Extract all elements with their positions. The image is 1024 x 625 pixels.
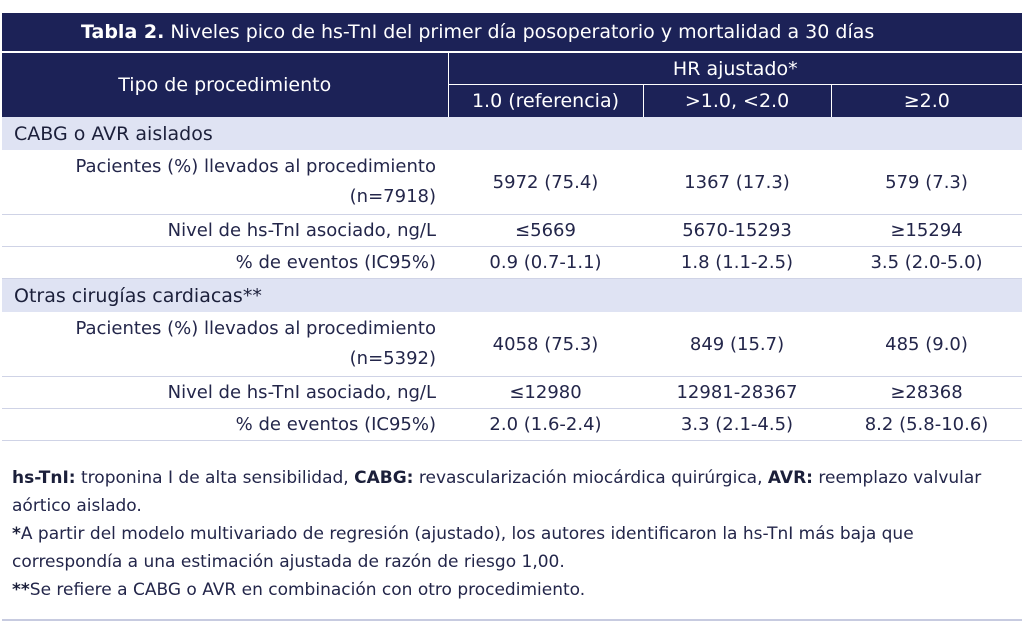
abbrev-definition: troponina I de alta sensibilidad,: [75, 468, 355, 488]
row-label-line2: (n=5392): [349, 348, 436, 369]
table-cell: 1.8 (1.1-2.5): [643, 247, 831, 279]
row-label: [2, 150, 448, 215]
row-label-line1: Pacientes (%) llevados al procedimiento: [75, 156, 436, 177]
table-cell: ≥28368: [831, 377, 1022, 409]
table-row: [2, 215, 1022, 247]
table-cell: 4058 (75.3): [448, 312, 643, 377]
results-table: [2, 13, 1022, 441]
abbrev-definition: revascularización miocárdica quirúrgica,: [413, 468, 768, 488]
footnote-text: A partir del modelo multivariado de regresión (ajustado), los autores identificaron la hs-TnI más baja que correspondía a una estimación ajustada de razón de riesgo 1,00.: [12, 524, 914, 572]
table-row: [2, 312, 1022, 377]
footnote-abbreviations: [12, 464, 1012, 520]
bottom-divider: [2, 619, 1022, 621]
abbrev-term: hs-TnI:: [12, 468, 76, 488]
table-cell: 1367 (17.3): [643, 150, 831, 215]
table-cell: ≤5669: [448, 215, 643, 247]
table-row: [2, 409, 1022, 441]
section-title: CABG o AVR aislados: [2, 117, 1022, 150]
section-title: Otras cirugías cardiacas**: [2, 279, 1022, 313]
table-cell: ≤12980: [448, 377, 643, 409]
footnote-mark: **: [12, 580, 30, 600]
header-hr-mid: >1.0, <2.0: [643, 85, 831, 118]
table-cell: 5972 (75.4): [448, 150, 643, 215]
table-cell: 5670-15293: [643, 215, 831, 247]
table-title: [2, 13, 1022, 52]
footnote-text: Se refiere a CABG o AVR en combinación con otro procedimiento.: [29, 580, 586, 600]
table-cell: 579 (7.3): [831, 150, 1022, 215]
table-cell: ≥15294: [831, 215, 1022, 247]
row-label: Nivel de hs-TnI asociado, ng/L: [2, 215, 448, 247]
abbrev-term: AVR:: [767, 468, 813, 488]
header-hr-reference: 1.0 (referencia): [448, 85, 643, 118]
footnote-single-asterisk: [12, 520, 1012, 576]
table-cell: 0.9 (0.7-1.1): [448, 247, 643, 279]
table-cell: 485 (9.0): [831, 312, 1022, 377]
header-hr-high: ≥2.0: [831, 85, 1022, 118]
abbrev-definition: reemplazo valvular aórtico aislado.: [12, 468, 982, 516]
table-container: [2, 13, 1022, 441]
table-cell: 3.5 (2.0-5.0): [831, 247, 1022, 279]
abbrev-term: CABG:: [354, 468, 414, 488]
table-row: [2, 247, 1022, 279]
header-row-1: [2, 52, 1022, 85]
footnote-double-asterisk: [12, 576, 1012, 604]
header-hr-adjusted: HR ajustado*: [448, 52, 1022, 85]
table-title-number: Tabla 2.: [81, 21, 165, 43]
row-label: [2, 312, 448, 377]
table-cell: 8.2 (5.8-10.6): [831, 409, 1022, 441]
table-cell: 3.3 (2.1-4.5): [643, 409, 831, 441]
table-title-row: [2, 13, 1022, 52]
table-cell: 2.0 (1.6-2.4): [448, 409, 643, 441]
footnote-mark: *: [12, 524, 21, 544]
section-header: [2, 279, 1022, 313]
table-row: [2, 377, 1022, 409]
row-label: Nivel de hs-TnI asociado, ng/L: [2, 377, 448, 409]
table-footnotes: [12, 464, 1012, 604]
section-header: [2, 117, 1022, 150]
table-row: [2, 150, 1022, 215]
row-label-line2: (n=7918): [349, 186, 436, 207]
header-procedure-type: Tipo de procedimiento: [2, 52, 448, 117]
table-cell: 12981-28367: [643, 377, 831, 409]
row-label: % de eventos (IC95%): [2, 247, 448, 279]
row-label: % de eventos (IC95%): [2, 409, 448, 441]
table-cell: 849 (15.7): [643, 312, 831, 377]
row-label-line1: Pacientes (%) llevados al procedimiento: [75, 318, 436, 339]
table-title-text: Niveles pico de hs-TnI del primer día posoperatorio y mortalidad a 30 días: [164, 21, 875, 43]
